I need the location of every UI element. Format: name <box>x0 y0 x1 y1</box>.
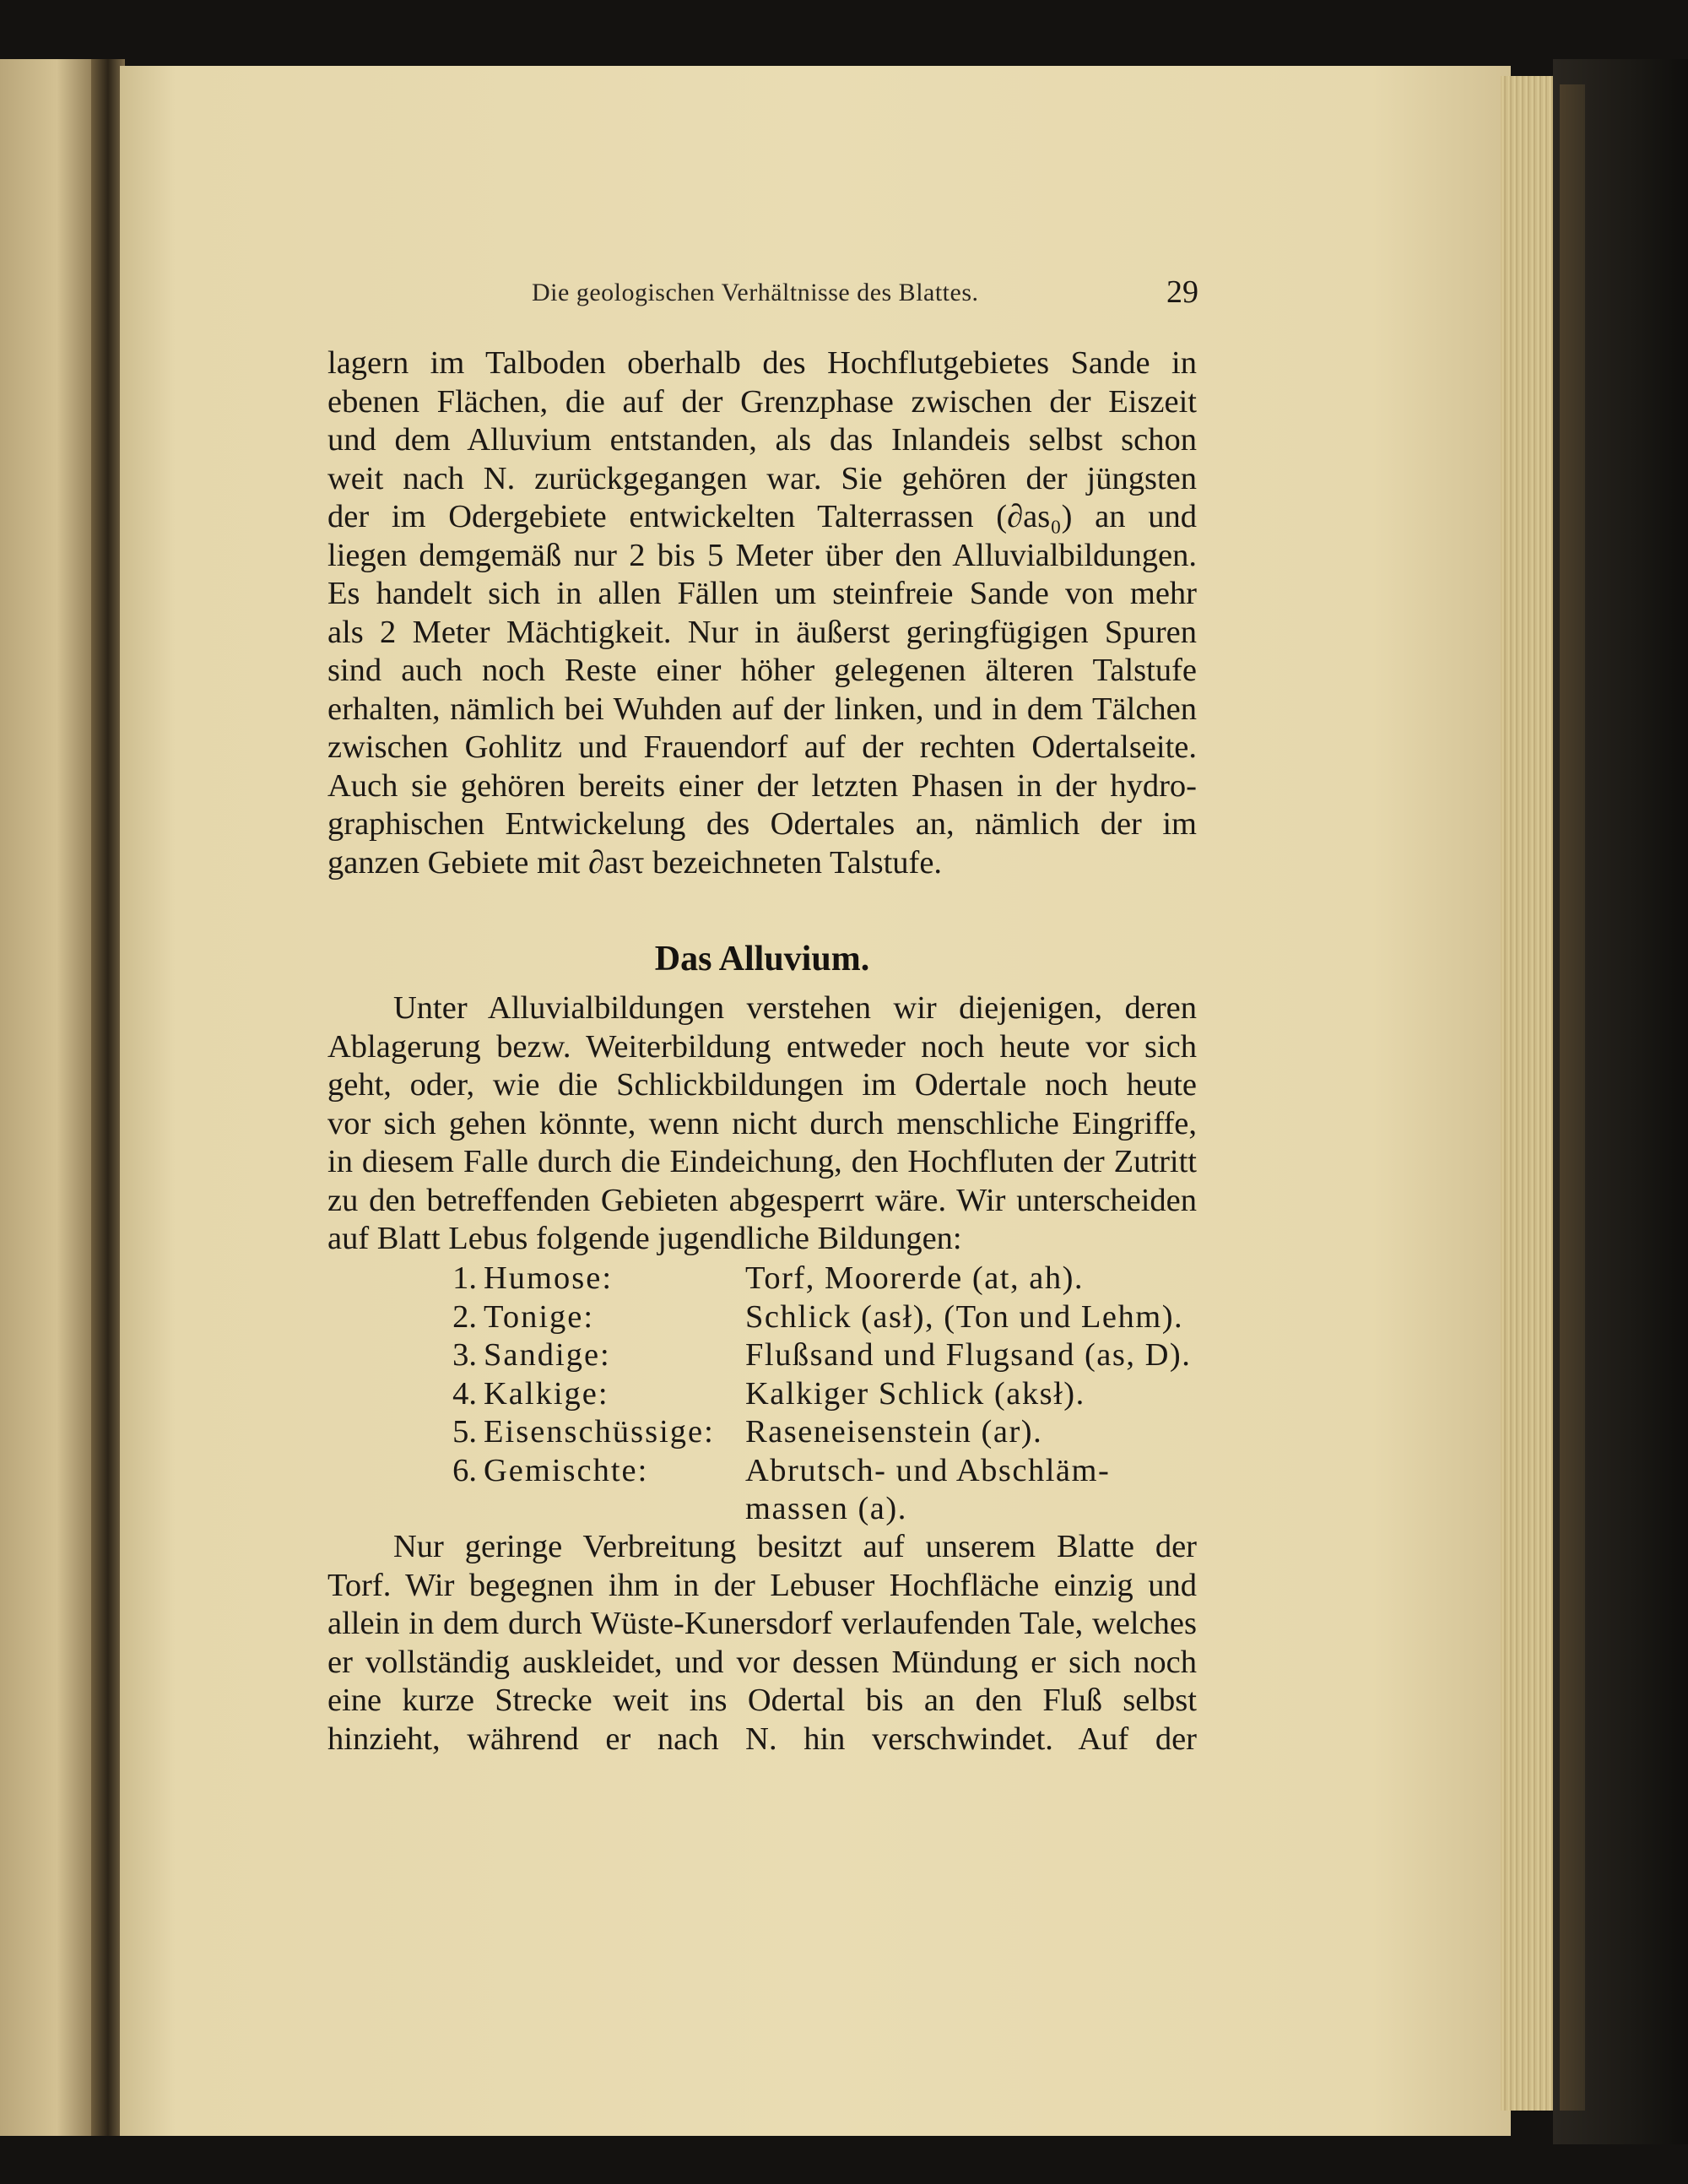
item-description: Schlick (asł), (Ton und Lehm). <box>745 1298 1184 1335</box>
list-item-continuation <box>435 1490 1203 1529</box>
item-category: Sandige: <box>484 1337 611 1373</box>
item-description: Raseneisenstein (ar). <box>745 1414 1043 1450</box>
item-description: Flußsand und Flugsand (as, D). <box>745 1337 1192 1373</box>
text-line: geht, oder, wie die Schlickbildungen im Odertale noch heute <box>327 1067 1197 1103</box>
text-line: ganzen Gebiete mit ∂asτ bezeichneten Talstufe. <box>327 844 943 881</box>
item-number: 3. <box>452 1337 477 1373</box>
text-line: auf Blatt Lebus folgende jugendliche Bildungen: <box>327 1221 962 1256</box>
list-item <box>435 1452 1203 1491</box>
text-line: erhalten, nämlich bei Wuhden auf der linken, und in dem Tälchen <box>327 691 1197 727</box>
paragraph-torf <box>327 1528 1197 1759</box>
page-block-edge <box>1501 76 1560 2111</box>
text-line: ebenen Flächen, die auf der Grenzphase zwischen der Eiszeit <box>327 383 1197 420</box>
text-line: lagern im Talboden oberhalb des Hochflutgebietes Sande in <box>327 345 1197 381</box>
list-item <box>435 1375 1203 1414</box>
facing-page-edge <box>0 59 95 2136</box>
item-number: 4. <box>452 1375 477 1412</box>
item-category: Kalkige: <box>484 1375 609 1412</box>
list-item <box>435 1260 1203 1298</box>
text-line: Torf. Wir begegnen ihm in der Lebuser Hochfläche einzig und <box>327 1567 1197 1603</box>
item-number: 5. <box>452 1414 477 1450</box>
text-line: sind auch noch Reste einer höher gelegenen älteren Talstufe <box>327 653 1197 688</box>
text-line: und dem Alluvium entstanden, als das Inlandeis selbst schon <box>327 422 1197 458</box>
item-description: Torf, Moorerde (at, ah). <box>745 1260 1085 1296</box>
text-line: liegen demgemäß nur 2 bis 5 Meter über den Alluvialbildungen. <box>327 537 1197 573</box>
text-line: Ablagerung bezw. Weiterbildung entweder noch heute vor sich <box>327 1028 1197 1065</box>
running-title: Die geologischen Verhältnisse des Blattes. <box>532 279 979 306</box>
list-item <box>435 1413 1203 1452</box>
text-line: graphischen Entwickelung des Odertales an, nämlich der im <box>327 806 1197 842</box>
paragraph-alluvialbildungen <box>327 989 1197 1259</box>
list-item <box>435 1298 1203 1337</box>
text-line: zwischen Gohlitz und Frauendorf auf der rechten Odertalseite. <box>327 729 1197 765</box>
paragraph-talterrassen <box>327 344 1197 882</box>
text-line: Nur geringe Verbreitung besitzt auf unserem Blatte der <box>393 1529 1197 1564</box>
page-number: 29 <box>1166 274 1198 310</box>
text-line: als 2 Meter Mächtigkeit. Nur in äußerst geringfügigen Spuren <box>327 614 1197 650</box>
text-line: Unter Alluvialbildungen verstehen wir diejenigen, deren <box>393 990 1197 1026</box>
item-category: Humose: <box>484 1260 614 1296</box>
text-line: allein in dem durch Wüste-Kunersdorf verlaufenden Tale, welches <box>327 1606 1197 1641</box>
text-line: vor sich gehen könnte, wenn nicht durch menschliche Eingriffe, <box>327 1105 1197 1141</box>
text-line: Auch sie gehören bereits einer der letzten Phasen in der hydro- <box>327 767 1197 804</box>
item-number: 6. <box>452 1452 477 1488</box>
text-line: der im Odergebiete entwickelten Talterrassen (∂as₀) an und <box>327 499 1197 534</box>
item-category: Tonige: <box>484 1298 595 1335</box>
text-line: weit nach N. zurückgegangen war. Sie gehören der jüngsten <box>327 460 1197 496</box>
text-line: in diesem Falle durch die Eindeichung, den Hochfluten der Zutritt <box>327 1144 1197 1179</box>
text-line: zu den betreffenden Gebieten abgesperrt wäre. Wir unterscheiden <box>327 1182 1197 1218</box>
item-number: 2. <box>452 1298 477 1335</box>
item-description-continuation: massen (a). <box>745 1491 907 1526</box>
section-heading: Das Alluvium. <box>654 940 870 978</box>
cover-edge <box>1560 84 1585 2111</box>
item-category: Eisenschüssige: <box>484 1414 715 1450</box>
text-line: Es handelt sich in allen Fällen um steinfreie Sande von mehr <box>327 576 1197 611</box>
item-description: Kalkiger Schlick (aksł). <box>745 1375 1085 1412</box>
item-description: Abrutsch- und Abschläm- <box>745 1452 1111 1488</box>
formation-list <box>435 1260 1203 1529</box>
text-line: hinzieht, während er nach N. hin verschwindet. Auf der <box>327 1721 1197 1757</box>
item-number: 1. <box>452 1260 477 1296</box>
text-line: er vollständig auskleidet, und vor dessen Mündung er sich noch <box>327 1644 1197 1680</box>
text-line: eine kurze Strecke weit ins Odertal bis an den Fluß selbst <box>327 1683 1197 1718</box>
item-category: Gemischte: <box>484 1452 649 1488</box>
running-header <box>329 274 1198 316</box>
list-item <box>435 1336 1203 1375</box>
